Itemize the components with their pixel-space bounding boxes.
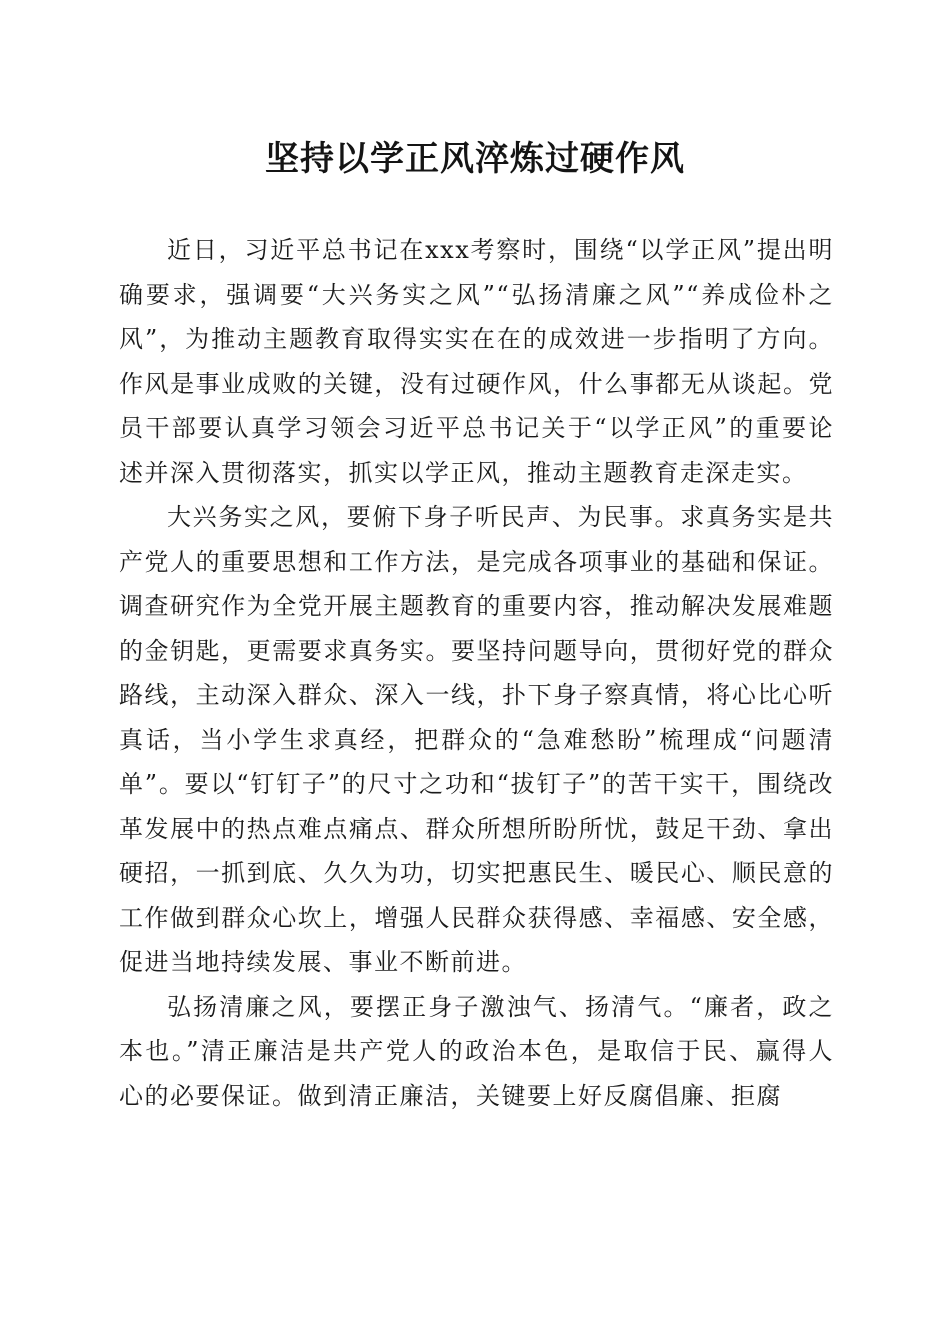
paragraph-integrity-style: 弘扬清廉之风，要摆正身子激浊气、扬清气。“廉者，政之本也。”清正廉洁是共产党人的政治本色，是取信于民、赢得人心的必要保证。做到清正廉洁，关键要上好反腐倡廉、拒腐 [119, 992, 834, 1110]
paragraph-practical-style: 大兴务实之风，要俯下身子听民声、为民事。求真务实是共产党人的重要思想和工作方法，是完成各项事业的基础和保证。调查研究作为全党开展主题教育的重要内容，推动解决发展难题的金钥匙，更需要求真务实。要坚持问题导向，贯彻好党的群众路线，主动深入群众、深入一线，扑下身子察真情，将心比心听真话，当小学生求真经，把群众的“急难愁盼”梳理成“问题清单”。要以“钉钉子”的尺寸之功和“拔钉子”的苦干实干，围绕改革发展中的热点难点痛点、群众所想所盼所忧，鼓足干劲、拿出硬招，一抓到底、久久为功，切实把惠民生、暖民心、顺民意的工作做到群众心坎上，增强人民群众获得感、幸福感、安全感，促进当地持续发展、事业不断前进。 [119, 503, 834, 976]
paragraph-intro: 近日，习近平总书记在xxx考察时，围绕“以学正风”提出明确要求，强调要“大兴务实之风”“弘扬清廉之风”“养成俭朴之风”，为推动主题教育取得实实在在的成效进一步指明了方向。作风是事业成败的关键，没有过硬作风，什么事都无从谈起。党员干部要认真学习领会习近平总书记关于“以学正风”的重要论述并深入贯彻落实，抓实以学正风，推动主题教育走深走实。 [119, 236, 834, 487]
document-title: 坚持以学正风淬炼过硬作风 [265, 139, 685, 179]
document-body [119, 228, 834, 1118]
